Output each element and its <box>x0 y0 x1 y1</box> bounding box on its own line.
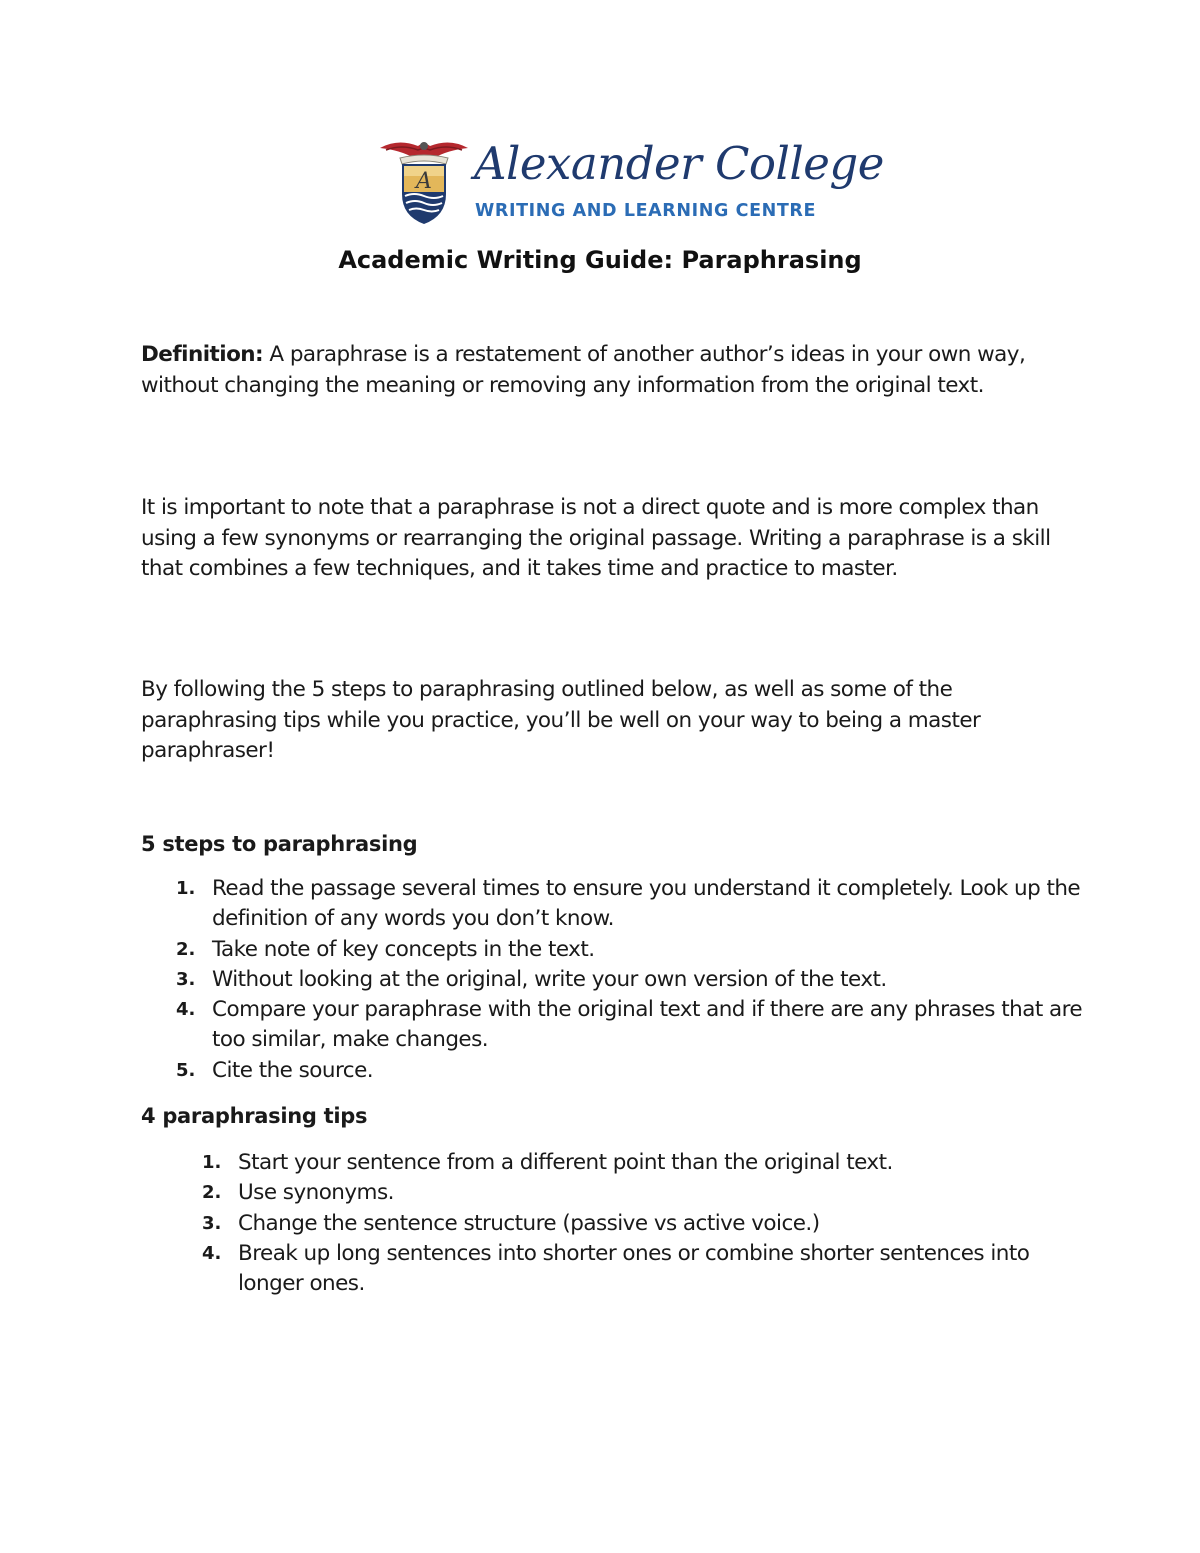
list-number: 1. <box>202 1152 222 1173</box>
list-item-text: Without looking at the original, write your own version of the text. <box>212 966 887 992</box>
list-item <box>202 1148 1078 1178</box>
definition-paragraph <box>141 340 1071 401</box>
list-number: 5. <box>176 1059 196 1081</box>
page-title: Academic Writing Guide: Paraphrasing <box>338 246 862 274</box>
list-item <box>176 874 1092 935</box>
list-item-text: Cite the source. <box>212 1057 374 1083</box>
list-number: 2. <box>202 1182 222 1204</box>
definition-text: A paraphrase is a restatement of another author’s ideas in your own way, without changing the meaning or removing any information from the original text. <box>141 342 1026 398</box>
list-number: 1. <box>176 878 196 899</box>
list-item <box>176 995 1092 1056</box>
list-item <box>202 1209 1078 1239</box>
list-number: 2. <box>176 938 196 960</box>
crest-letter: A <box>416 169 432 194</box>
intro-paragraph: By following the 5 steps to paraphrasing outlined below, as well as some of the paraphrasing tips while you practice, you’ll be well on your way to being a master paraphraser! <box>141 677 981 763</box>
list-number: 3. <box>202 1212 222 1234</box>
list-item <box>176 1056 1092 1086</box>
list-item <box>176 935 1092 965</box>
tips-list <box>202 1148 1078 1299</box>
list-item-text: Change the sentence structure (passive vs active voice.) <box>238 1210 820 1236</box>
list-item-text: Take note of key concepts in the text. <box>212 936 595 962</box>
college-crest-icon <box>378 136 470 228</box>
list-number: 3. <box>176 968 196 990</box>
list-item <box>176 965 1092 995</box>
list-item-text: Use synonyms. <box>238 1180 394 1206</box>
list-item-text: Compare your paraphrase with the original text and if there are any phrases that are too similar, make changes. <box>212 997 1083 1053</box>
list-number: 4. <box>202 1242 222 1264</box>
list-item-text: Break up long sentences into shorter ones or combine shorter sentences into longer ones. <box>238 1240 1030 1297</box>
tips-heading: 4 paraphrasing tips <box>141 1104 368 1128</box>
list-item-text: Read the passage several times to ensure you understand it completely. Look up the definition of any words you don’t know. <box>212 876 1081 932</box>
list-number: 4. <box>176 999 196 1021</box>
list-item <box>202 1239 1078 1300</box>
college-logo <box>378 136 884 228</box>
list-item-text: Start your sentence from a different point than the original text. <box>238 1150 893 1175</box>
importance-paragraph: It is important to note that a paraphrase is not a direct quote and is more complex than using a few synonyms or rearranging the original passage. Writing a paraphrase is a skill that combines a few techniques, and it takes time and practice to master. <box>141 495 1051 581</box>
steps-list <box>176 874 1092 1086</box>
steps-heading: 5 steps to paraphrasing <box>141 832 418 856</box>
college-name: Alexander College <box>474 137 884 190</box>
list-item <box>202 1178 1078 1208</box>
centre-name: WRITING AND LEARNING CENTRE <box>475 201 817 221</box>
definition-label: Definition: <box>141 342 264 367</box>
